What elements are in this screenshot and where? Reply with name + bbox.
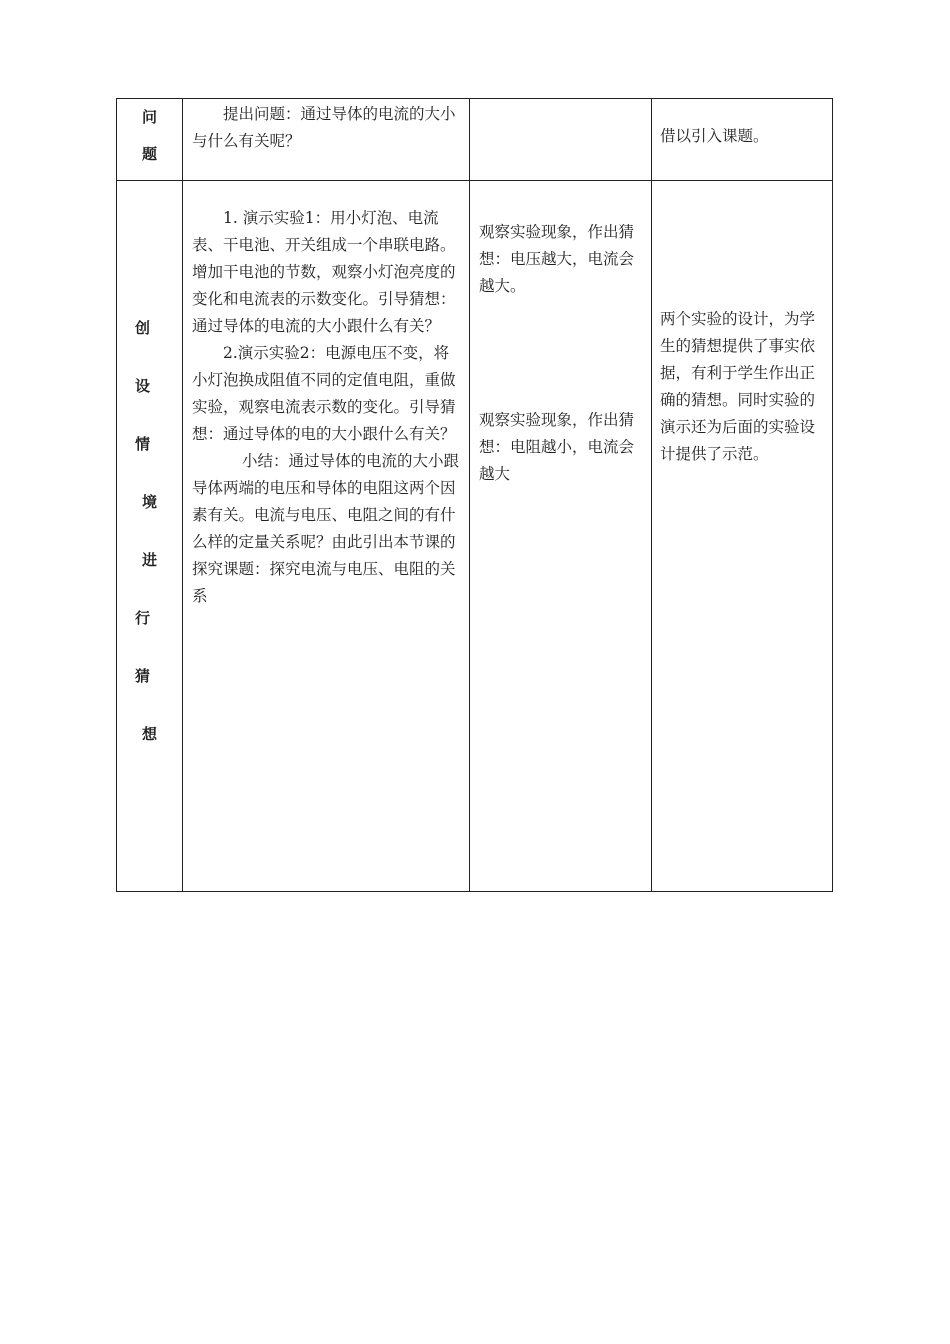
row2-content-cell: [192, 205, 464, 610]
student-answer-1: 观察实验现象，作出猜想：电压越大，电流会越大。: [479, 223, 635, 295]
column-divider: [651, 99, 652, 891]
summary-paragraph: 小结：通过导体的电流的大小跟导体两端的电压和导体的电阻这两个因素有关。电流与电压、电阻之间的有什么样的定量关系呢？由此引出本节课的探究课题：探究电流与电压、电阻的关系: [192, 452, 460, 605]
row2-label-char: 情: [135, 435, 151, 453]
row2-label-char: 行: [135, 609, 151, 627]
demo2-paragraph: 2.演示实验2：电源电压不变，将小灯泡换成阻值不同的定值电阻，重做实验，观察电流表示数的变化。引导猜想：通过导体的电的大小跟什么有关？: [192, 344, 456, 443]
row2-label-char: 想: [142, 725, 158, 743]
demo1-paragraph: 1. 演示实验1：用小灯泡、电流表、干电池、开关组成一个串联电路。增加干电池的节数，观察小灯泡亮度的变化和电流表的示数变化。引导猜想：通过导体的电流的大小跟什么有关？: [192, 209, 456, 335]
row1-intent-text: 借以引入课题。: [660, 127, 769, 145]
row2-label-char: 进: [142, 551, 158, 569]
row2-label-char: 猜: [135, 667, 151, 685]
lesson-table: [116, 98, 833, 892]
column-divider: [469, 99, 470, 891]
row2-intent-cell: [660, 306, 828, 468]
row1-intent-cell: [660, 123, 828, 150]
row1-content-cell: [192, 101, 464, 155]
design-intent-text: 两个实验的设计，为学生的猜想提供了事实依据，有利于学生作出正确的猜想。同时实验的演示还为后面的实验设计提供了示范。: [660, 310, 816, 463]
row1-label-char: 问: [142, 108, 158, 126]
row-divider: [117, 180, 832, 181]
row2-label-char: 境: [142, 493, 158, 511]
student-answer-2: 观察实验现象，作出猜想：电阻越小，电流会越大: [479, 411, 635, 483]
row2-student-cell: [479, 219, 643, 300]
row1-label-char: 题: [142, 145, 158, 163]
row1-content-text: 提出问题：通过导体的电流的大小与什么有关呢？: [192, 105, 456, 150]
column-divider: [182, 99, 183, 891]
row2-label-char: 创: [135, 319, 151, 337]
row2-label-char: 设: [135, 377, 151, 395]
row2-student-cell-2: [479, 407, 643, 488]
